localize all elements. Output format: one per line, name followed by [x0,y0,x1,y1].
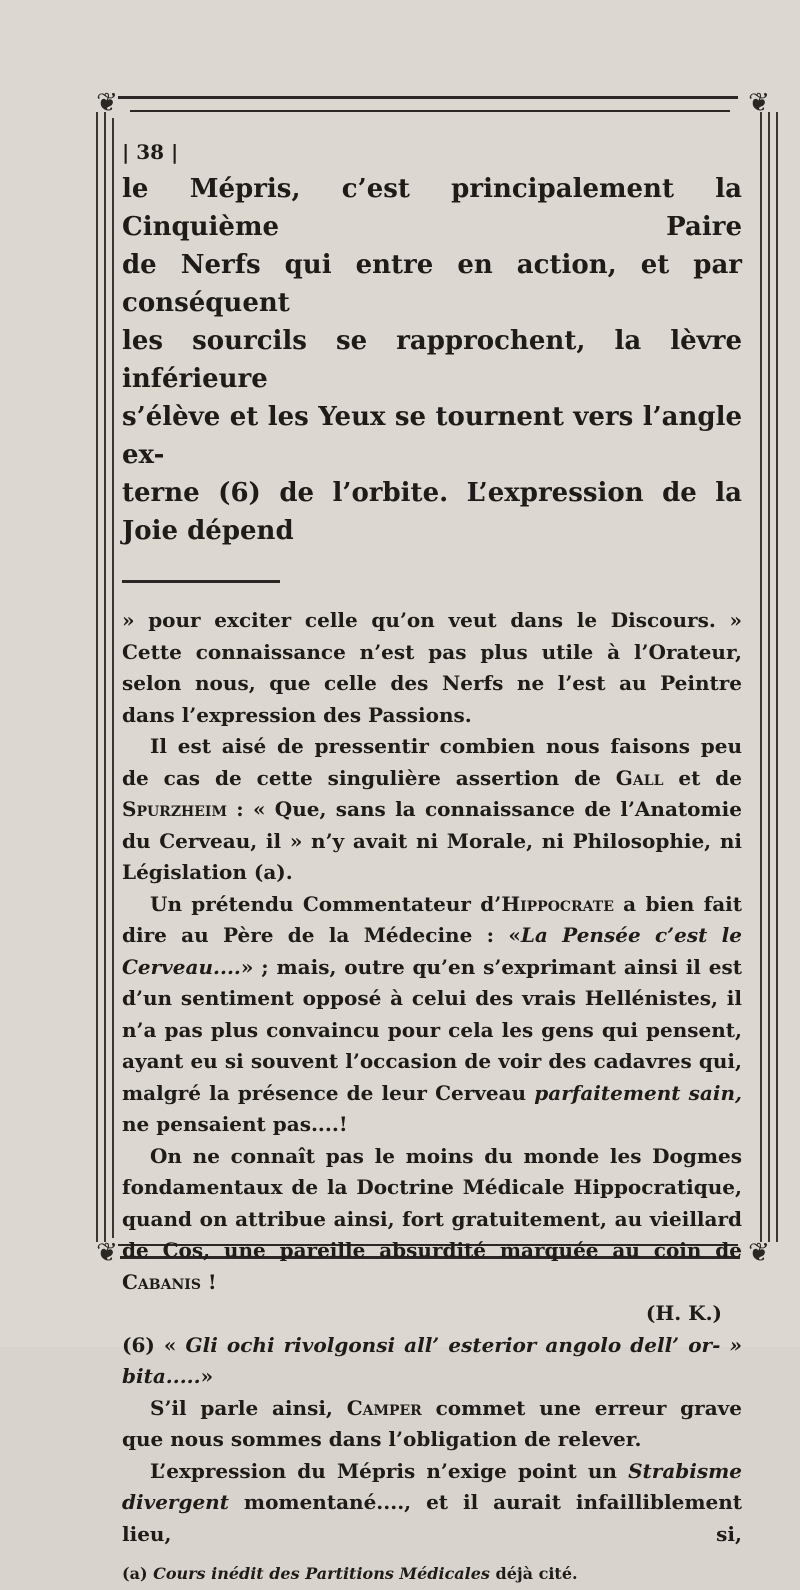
note-paragraph: Il est aisé de pressentir combien nous faisons peu de cas de cette singulière assertion de Gall et de Spurzheim : « Que, sans la connaissance de l’Anatomie du Cerveau, il » n’y avait ni Morale, ni Philosophie, ni Législation (a). [122,734,742,884]
corner-ornament-icon: ❦ [96,1238,118,1268]
note-paragraph: S’il parle ainsi, Camper commet une erreur grave que nous sommes dans l’obligation de relever. [122,1395,742,1451]
note-paragraph: (6) « Gli ochi rivolgonsi all’ esterior angolo dell’ or- » bita.....» [122,1332,742,1388]
page-number: | 38 | [122,140,179,164]
main-text [122,170,742,550]
text-line: le Mépris, c’est principalement la Cinquième Paire [122,174,742,242]
text-column [122,140,742,1590]
corner-ornament-icon: ❦ [96,88,118,118]
corner-ornament-icon: ❦ [748,88,770,118]
right-border-line-3 [776,112,778,1242]
text-line: terne (6) de l’orbite. L’expression de la Joie dépend [122,478,742,546]
left-border-line-1 [96,112,98,1242]
left-border-line-2 [104,112,106,1242]
top-rule-outer [118,96,738,99]
right-border-line-1 [760,112,762,1242]
signature: (H. K.) [645,1301,722,1325]
footnote: (a) Cours inédit des Partitions Médicales déjà cité. [122,1564,578,1583]
text-line: s’élève et les Yeux se tournent vers l’angle ex- [122,402,742,470]
top-rule-inner [130,110,730,112]
annotation-text [122,605,742,1590]
corner-ornament-icon: ❦ [748,1238,770,1268]
note-paragraph: Un prétendu Commentateur d’Hippocrate a bien fait dire au Père de la Médecine : «La Pensée c’est le Cerveau....» ; mais, outre qu’en s’exprimant ainsi il est d’un sentiment opposé à celui des vrais Hellénistes, il n’a pas plus convaincu pour cela les gens qui pensent, ayant eu si souvent l’occasion de voir des cadavres qui, malgré la présence de leur Cerveau parfaitement sain, ne pensaient pas....! [122,891,742,1136]
text-line: les sourcils se rapprochent, la lèvre inférieure [122,326,742,394]
section-separator [122,580,280,583]
text-line: de Nerfs qui entre en action, et par conséquent [122,250,742,318]
left-border-line-3 [112,118,114,1238]
note-paragraph: L’expression du Mépris n’exige point un Strabisme divergent momentané...., et il aurait infailliblement lieu, si, [122,1458,742,1546]
right-border-line-2 [768,112,770,1242]
note-paragraph: On ne connaît pas le moins du monde les Dogmes fondamentaux de la Doctrine Médicale Hippocratique, quand on attribue ainsi, fort gratuitement, au vieillard de Cos, une pareille absurdité marquée au coin de Cabanis ! [122,1143,742,1294]
note-paragraph: » pour exciter celle qu’on veut dans le Discours. » Cette connaissance n’est pas plus utile à l’Orateur, selon nous, que celle des Nerfs ne l’est au Peintre dans l’expression des Passions. [122,608,742,727]
